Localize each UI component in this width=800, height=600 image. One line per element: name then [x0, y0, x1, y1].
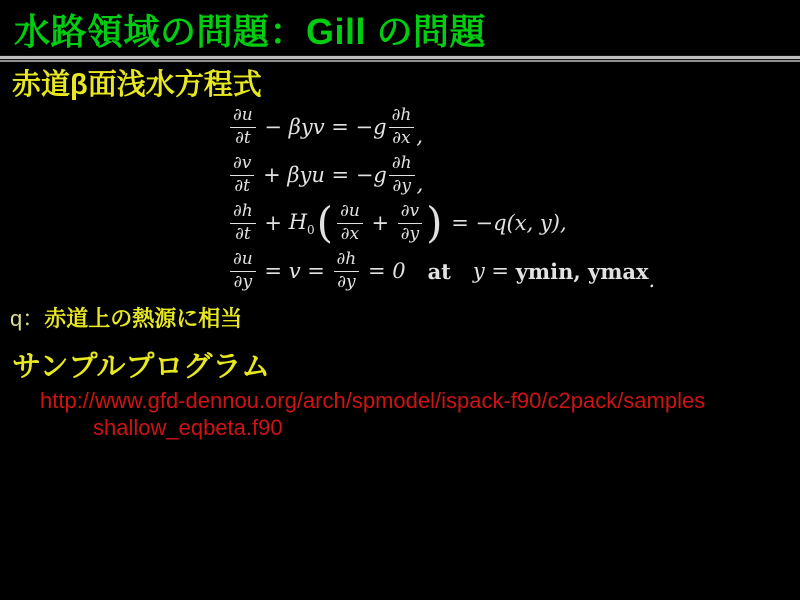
- equation-line: [228, 151, 655, 199]
- math-subscripted: $H_0$: [288, 209, 315, 237]
- equation-line: [228, 247, 655, 295]
- sample-program-filename: shallow_eqbeta.f90: [93, 415, 283, 440]
- section-heading-equations: 赤道β面浅水方程式: [12, 69, 262, 101]
- math-text: = v =: [257, 259, 332, 283]
- title-divider-line: [0, 55, 800, 62]
- big-paren: ): [426, 198, 443, 247]
- equation-line: [228, 199, 655, 247]
- fraction: $\frac{\partial h}{\partial t}$: [230, 202, 256, 244]
- fraction: $\frac{\partial u}{\partial x}$: [337, 202, 363, 244]
- math-text: y =: [472, 259, 516, 283]
- math-text: − βyv = −g: [257, 115, 387, 139]
- math-text: ,: [416, 172, 424, 196]
- big-paren: (: [316, 198, 334, 247]
- q-note-text: 赤道上の熱源に相当: [44, 306, 243, 331]
- fraction: $\frac{\partial h}{\partial y}$: [334, 250, 360, 292]
- q-note: [10, 302, 242, 333]
- sample-program-url: http://www.gfd-dennou.org/arch/spmodel/ispack-f90/c2pack/samples: [40, 388, 706, 413]
- fraction: $\frac{\partial h}{\partial y}$: [389, 154, 415, 196]
- math-text: = 0: [361, 259, 406, 283]
- math-bold-text: at: [427, 258, 451, 284]
- fraction: $\frac{\partial u}{\partial t}$: [230, 106, 256, 148]
- fraction: $\frac{\partial v}{\partial t}$: [230, 154, 254, 196]
- fraction: $\frac{\partial h}{\partial x}$: [389, 106, 415, 148]
- math-text: .: [648, 268, 656, 292]
- math-text: +: [364, 211, 396, 235]
- slide-title: 水路領域の問題：Gill の問題: [14, 11, 487, 52]
- math-text: = −q(x, y),: [444, 211, 567, 235]
- equation-block: [228, 103, 655, 295]
- equation-line: [228, 103, 655, 151]
- math-text: +: [257, 211, 289, 235]
- fraction: $\frac{\partial u}{\partial y}$: [230, 250, 256, 292]
- math-bold-text: ymin, ymax: [515, 258, 649, 284]
- section-heading-sample-program: サンプルプログラム: [12, 351, 271, 383]
- fraction: $\frac{\partial v}{\partial y}$: [398, 202, 422, 244]
- q-note-symbol: q：: [10, 306, 45, 331]
- math-text: ,: [416, 124, 423, 148]
- math-text: + βyu = −g: [256, 163, 387, 187]
